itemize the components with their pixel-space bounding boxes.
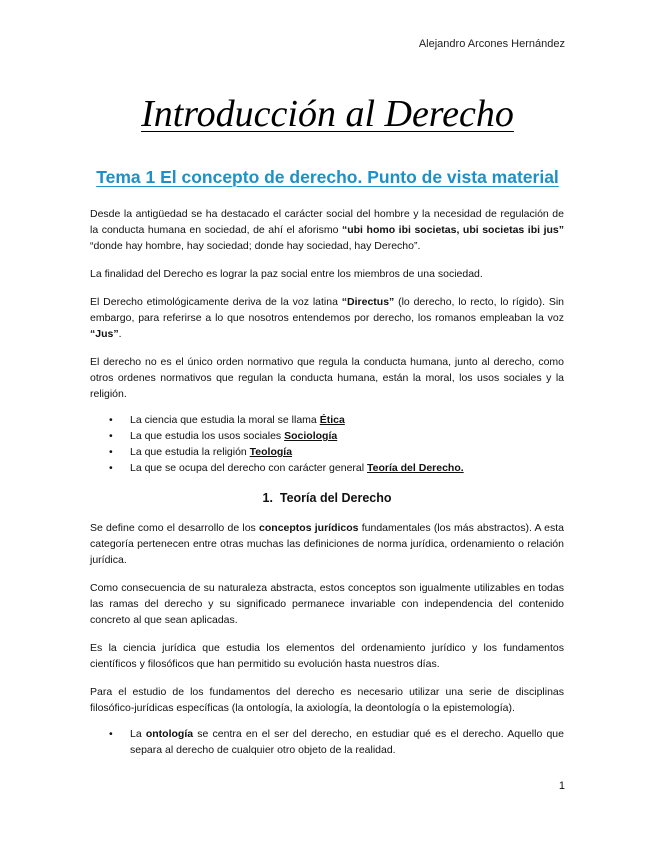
list-item-text: La que estudia la religión <box>130 446 250 458</box>
aphorism-latin: “ubi homo ibi societas, ubi societas ibi jus” <box>341 224 565 236</box>
paragraph-3 <box>90 294 564 342</box>
list-item-text: La ciencia que estudia la moral se llama <box>130 414 320 426</box>
header-author: Alejandro Arcones Hernández <box>418 38 565 50</box>
term-ontologia: ontología <box>145 728 194 740</box>
document-body <box>90 206 564 758</box>
section-title: Teoría del Derecho <box>279 491 392 505</box>
list-item-text: se centra en el ser del derecho, en estudiar qué es el derecho. Aquello que separa al derecho de cualquier otro objeto de la realidad. <box>130 728 564 756</box>
bullet-icon: • <box>109 446 113 458</box>
list-item <box>90 444 564 460</box>
page-number: 1 <box>558 780 565 792</box>
list-item-text: La que estudia los usos sociales <box>130 430 285 442</box>
ontology-list <box>90 726 564 758</box>
list-item-text: La que se ocupa del derecho con carácter general <box>130 462 367 474</box>
list-item <box>90 428 564 444</box>
discipline-sociologia: Sociología <box>284 430 338 442</box>
paragraph-1 <box>90 206 564 254</box>
section-number: 1. <box>262 491 273 505</box>
list-item <box>90 412 564 428</box>
bullet-icon: • <box>109 462 113 474</box>
paragraph-2: La finalidad del Derecho es lograr la paz social entre los miembros de una sociedad. <box>90 268 483 280</box>
list-item-text: La <box>130 728 146 740</box>
discipline-etica: Ética <box>319 414 345 426</box>
term-conceptos-juridicos: conceptos jurídicos <box>259 522 359 534</box>
paragraph-8: Para el estudio de los fundamentos del derecho es necesario utilizar una serie de disciplinas filosófico-jurídicas específicas (la ontología, la axiología, la deontología o la epistemología). <box>90 686 564 714</box>
paragraph-text: El Derecho etimológicamente deriva de la voz latina <box>90 296 342 308</box>
list-item <box>90 460 564 476</box>
term-directus: “Directus” <box>341 296 395 308</box>
discipline-teologia: Teología <box>249 446 293 458</box>
paragraph-text: (lo derecho, lo recto, lo rígido). Sin embargo, para referirse a lo que nosotros entendemos por derecho, los romanos empleaban la voz <box>90 296 564 324</box>
paragraph-5 <box>90 520 564 568</box>
discipline-teoria-derecho: Teoría del Derecho. <box>367 462 464 474</box>
section-heading <box>90 490 564 506</box>
disciplines-list <box>90 412 564 476</box>
bullet-icon: • <box>109 414 113 426</box>
paragraph-text: “donde hay hombre, hay sociedad; donde hay sociedad, hay Derecho”. <box>90 240 421 252</box>
topic-heading: Tema 1 El concepto de derecho. Punto de vista material <box>96 167 559 187</box>
bullet-icon: • <box>109 728 113 740</box>
paragraph-7: Es la ciencia jurídica que estudia los elementos del ordenamiento jurídico y los fundamentos científicos y filosóficos que han permitido su evolución hasta nuestros días. <box>90 642 564 670</box>
term-jus: “Jus” <box>90 328 119 340</box>
bullet-icon: • <box>109 430 113 442</box>
paragraph-text: Desde la antigüedad se ha destacado el carácter social del hombre y la necesidad de regulación de la conducta humana en sociedad, de ahí el aforismo <box>90 208 564 236</box>
paragraph-text: Se define como el desarrollo de los <box>90 522 260 534</box>
document-title: Introducción al Derecho <box>141 93 514 135</box>
paragraph-text: fundamentales (los más abstractos). A esta categoría pertenecen entre otras muchas las definiciones de norma jurídica, ordenamiento o relación jurídica. <box>90 522 565 566</box>
list-item <box>90 726 564 758</box>
paragraph-4: El derecho no es el único orden normativo que regula la conducta humana, junto al derecho, como otros ordenes normativos que regulan la conducta humana, están la moral, los usos sociales y la religión. <box>90 356 564 400</box>
paragraph-6: Como consecuencia de su naturaleza abstracta, estos conceptos son igualmente utilizables en todas las ramas del derecho y su significado permanece invariable con independencia del contenido concreto al que sean aplicadas. <box>90 582 564 626</box>
paragraph-text: . <box>118 328 122 340</box>
